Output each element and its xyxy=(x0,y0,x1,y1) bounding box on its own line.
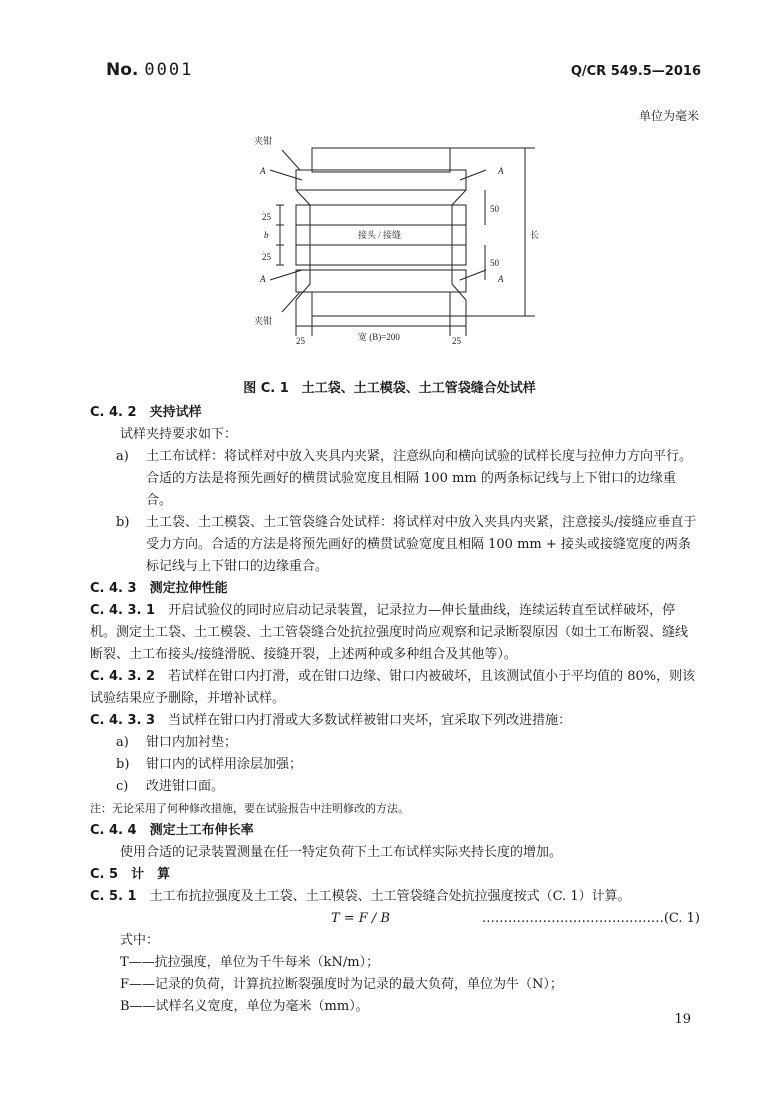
A-label: A xyxy=(260,166,266,176)
length-label: 长 xyxy=(530,230,540,240)
list-item: c) 改进钳口面。 xyxy=(116,779,225,794)
figure-caption: 图 C. 1 土工袋、土工模袋、土工管袋缝合处试样 xyxy=(243,381,536,396)
top-clamp-body xyxy=(296,170,466,190)
specimen-lower xyxy=(296,245,466,265)
A-label: A xyxy=(498,274,504,284)
body-text xyxy=(90,402,700,1018)
page-number: 19 xyxy=(674,1012,691,1027)
definition: F——记录的负荷，计算抗拉断裂强度时为记录的最大负荷，单位为牛（N）； xyxy=(120,977,563,992)
dim-50-label: 50 xyxy=(490,258,499,268)
dim-25-label: 25 xyxy=(452,336,461,346)
paragraph: 试样夹持要求如下： xyxy=(120,427,238,442)
joint-label: 接头 / 接缝 xyxy=(358,230,402,240)
section-heading: C. 4. 2 夹持试样 xyxy=(90,405,202,420)
clamp-bottom-label: 夹钳 xyxy=(254,316,273,326)
paragraph: 使用合适的记录装置测量在任一特定负荷下土工布试样实际夹持长度的增加。 xyxy=(120,845,563,860)
section-heading: C. 4. 3 测定拉伸性能 xyxy=(90,581,228,596)
specimen-upper xyxy=(296,205,466,225)
list-item: b) 土工袋、土工模袋、土工管袋缝合处试样：将试样对中放入夹具内夹紧，注意接头/接缝应垂直于受力方向。合适的方法是将预先画好的横贯试验宽度且相隔 100 mm + 接头或接缝宽度的两条标记线与上下钳口的边缘重合。 xyxy=(116,515,697,574)
section-heading: C. 5 计 算 xyxy=(90,867,171,882)
list-item: a) 钳口内加衬垫； xyxy=(116,735,238,750)
A-label: A xyxy=(498,166,504,176)
paragraph: C. 4. 3. 1 开启试验仪的同时应启动记录装置，记录拉力—伸长量曲线，连续运转直至试样破坏，停机。测定土工袋、土工模袋、土工管袋缝合处抗拉强度时尚应观察和记录断裂原因（如土工布断裂、缝线断裂、土工布接头/接缝滑脱、接缝开裂，上述两种或多种组合及其他等）。 xyxy=(90,603,689,662)
top-clamp-jaw xyxy=(312,148,450,172)
figure-c1 xyxy=(240,130,560,360)
dim-25-label: 25 xyxy=(262,252,271,262)
note: 注：无论采用了何种修改措施，要在试验报告中注明修改的方法。 xyxy=(90,802,409,815)
bottom-clamp-jaw xyxy=(312,292,450,316)
standard-code: Q/CR 549.5—2016 xyxy=(570,64,701,79)
A-label: A xyxy=(260,274,266,284)
width-label: 宽 (B)=200 xyxy=(358,332,400,342)
dim-b-label: b xyxy=(264,230,269,240)
definition: B——试样名义宽度，单位为毫米（mm）。 xyxy=(120,999,369,1014)
paragraph: C. 4. 3. 2 若试样在钳口内打滑，或在钳口边缘、钳口内被破坏，且该测试值小于平均值的 80%，则该试验结果应予删除，并增补试样。 xyxy=(90,669,696,706)
paragraph: C. 5. 1 土工布抗拉强度及土工袋、土工模袋、土工管袋缝合处抗拉强度按式（C. 1）计算。 xyxy=(90,889,631,904)
dim-25-label: 25 xyxy=(262,212,271,222)
definition: T——抗拉强度，单位为千牛每米（kN/m）； xyxy=(120,955,380,970)
document-number: No. 0001 xyxy=(106,60,194,80)
section-heading: C. 4. 4 测定土工布伸长率 xyxy=(90,823,254,838)
unit-note: 单位为毫米 xyxy=(638,109,699,123)
clamp-top-label: 夹钳 xyxy=(254,136,273,146)
list-item: b) 钳口内的试样用涂层加强； xyxy=(116,757,303,772)
paragraph: 式中： xyxy=(120,933,160,948)
dim-25-label: 25 xyxy=(296,336,305,346)
list-item: a) 土工布试样：将试样对中放入夹具内夹紧，注意纵向和横向试验的试样长度与拉伸力方向平行。合适的方法是将预先画好的横贯试验宽度且相隔 100 mm 的两条标记线与上下钳口的边缘重合。 xyxy=(116,449,693,508)
formula-c1: T = F / B ……………………………………(C. 1) xyxy=(330,911,700,926)
bottom-clamp-body xyxy=(296,270,466,292)
dim-50-label: 50 xyxy=(490,204,499,214)
paragraph: C. 4. 3. 3 当试样在钳口内打滑或大多数试样被钳口夹坏，宜采取下列改进措施： xyxy=(90,713,572,728)
